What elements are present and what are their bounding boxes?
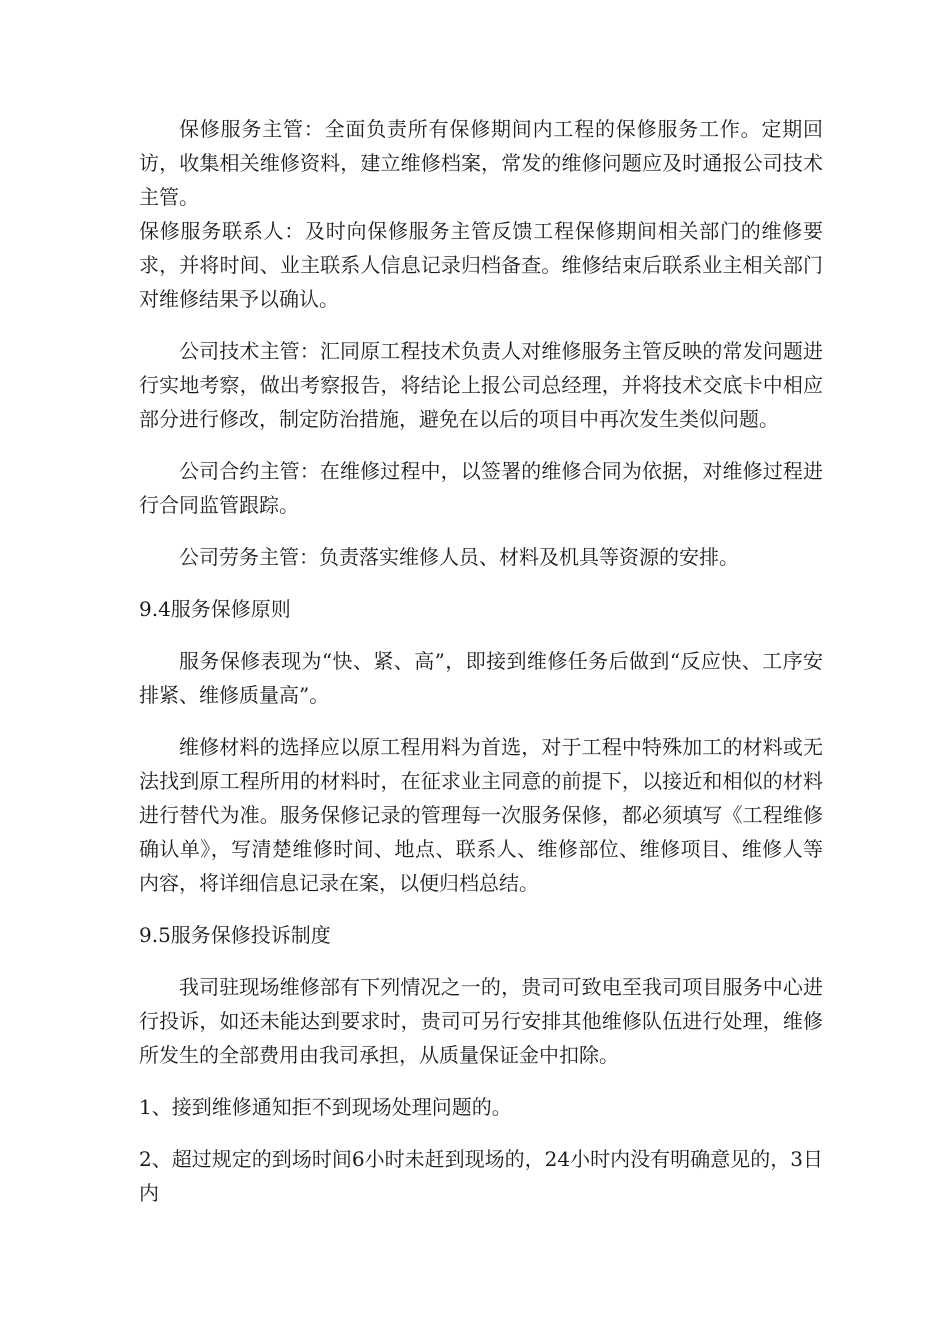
paragraph-labor-manager: 公司劳务主管：负责落实维修人员、材料及机具等资源的安排。 [179,545,739,569]
list-item: 2、超过规定的到场时间6小时未赶到现场的，24小时内没有明确意见的，3日内 [139,1147,823,1205]
paragraph-warranty-manager: 保修服务主管：全面负责所有保修期间内工程的保修服务工作。定期回访，收集相关维修资料，建立维修档案，常发的维修问题应及时通报公司技术主管。 [139,117,823,209]
paragraph-technical-manager: 公司技术主管：汇同原工程技术负责人对维修服务主管反映的常发问题进行实地考察，做出考察报告，将结论上报公司总经理，并将技术交底卡中相应部分进行修改，制定防治措施，避免在以后的项目中再次发生类似问题。 [139,339,823,431]
paragraph-contract-manager: 公司合约主管：在维修过程中，以签署的维修合同为依据，对维修过程进行合同监管跟踪。 [139,459,823,517]
section-heading-9-4: 9.4服务保修原则 [139,597,291,621]
list-item: 1、接到维修通知拒不到现场处理问题的。 [139,1095,512,1119]
section-heading-9-5: 9.5服务保修投诉制度 [139,923,331,947]
paragraph-service-principle: 服务保修表现为“快、紧、高”，即接到维修任务后做到“反应快、工序安排紧、维修质量高”。 [139,649,823,707]
paragraph-materials-records: 维修材料的选择应以原工程用料为首选，对于工程中特殊加工的材料或无法找到原工程所用的材料时，在征求业主同意的前提下，以接近和相似的材料进行替代为准。服务保修记录的管理每一次服务保修，都必须填写《工程维修确认单》，写清楚维修时间、地点、联系人、维修部位、维修项目、维修人等内容，将详细信息记录在案，以便归档总结。 [139,735,823,895]
paragraph-warranty-contact: 保修服务联系人：及时向保修服务主管反馈工程保修期间相关部门的维修要求，并将时间、业主联系人信息记录归档备查。维修结束后联系业主相关部门对维修结果予以确认。 [139,219,823,311]
paragraph-complaint-intro: 我司驻现场维修部有下列情况之一的，贵司可致电至我司项目服务中心进行投诉，如还未能达到要求时，贵司可另行安排其他维修队伍进行处理，维修所发生的全部费用由我司承担，从质量保证金中扣除。 [139,975,823,1067]
document-body [139,112,823,1228]
